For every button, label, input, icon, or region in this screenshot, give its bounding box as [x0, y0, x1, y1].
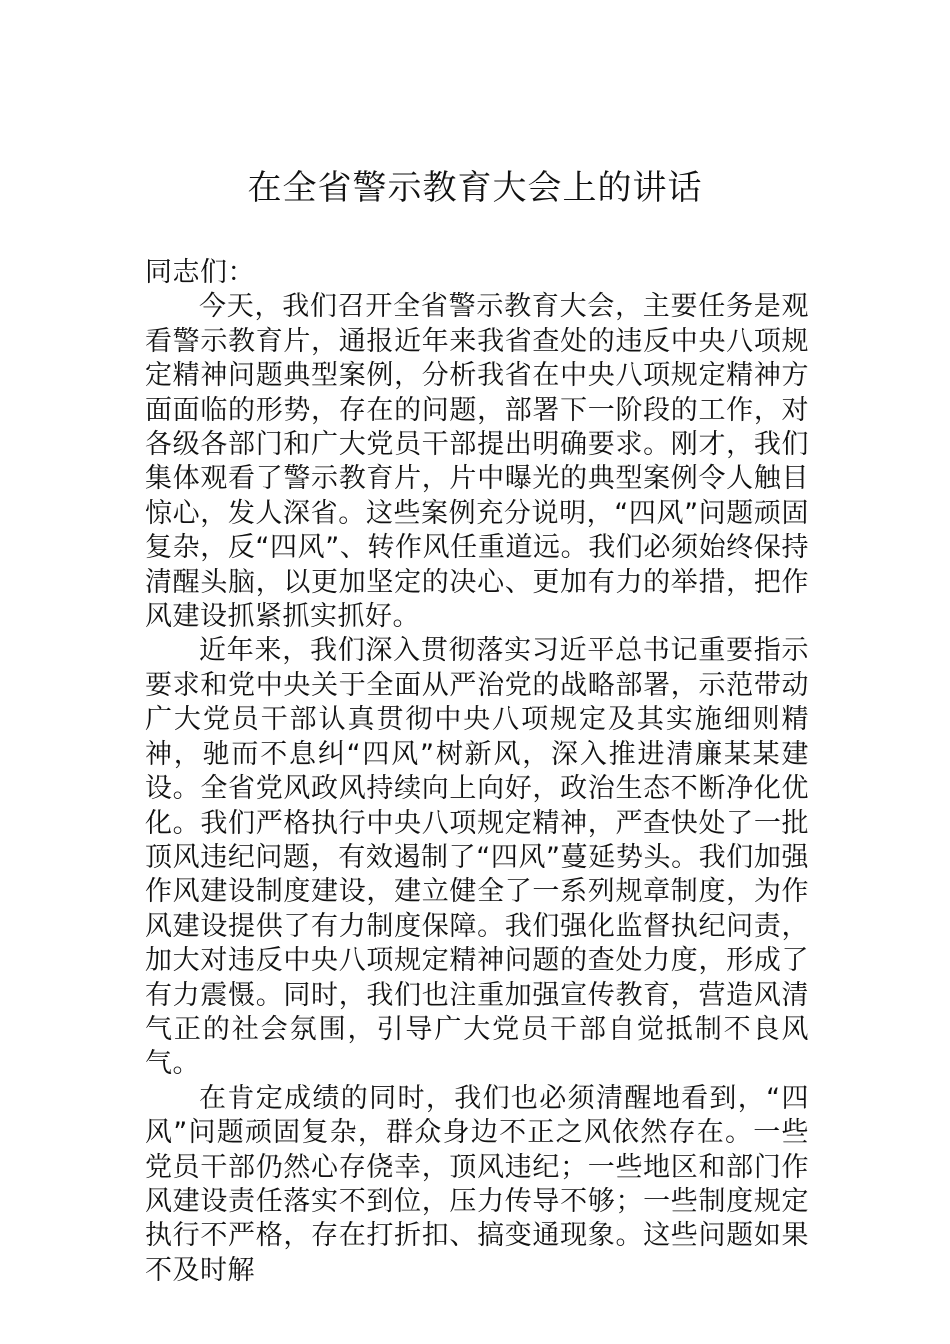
paragraph-2: 近年来，我们深入贯彻落实习近平总书记重要指示要求和党中央关于全面从严治党的战略部署，示范带动广大党员干部认真贯彻中央八项规定及其实施细则精神，驰而不息纠“四风”树新风，深入推进清廉某某建设。全省党风政风持续向上向好，政治生态不断净化优化。我们严格执行中央八项规定精神，严查快处了一批顶风违纪问题，有效遏制了“四风”蔓延势头。我们加强作风建设制度建设，建立健全了一系列规章制度，为作风建设提供了有力制度保障。我们强化监督执纪问责，加大对违反中央八项规定精神问题的查处力度，形成了有力震慑。同时，我们也注重加强宣传教育，营造风清气正的社会氛围，引导广大党员干部自觉抵制不良风气。 — [145, 635, 809, 1080]
document-body — [145, 256, 809, 1288]
salutation: 同志们： — [145, 257, 255, 288]
paragraph-3: 在肯定成绩的同时，我们也必须清醒地看到，“四风”问题顽固复杂，群众身边不正之风依然存在。一些党员干部仍然心存侥幸，顶风违纪；一些地区和部门作风建设责任落实不到位，压力传导不够；一些制度规定执行不严格，存在打折扣、搞变通现象。这些问题如果不及时解 — [145, 1082, 809, 1286]
document-title: 在全省警示教育大会上的讲话 — [247, 168, 703, 208]
paragraph-1: 今天，我们召开全省警示教育大会，主要任务是观看警示教育片，通报近年来我省查处的违反中央八项规定精神问题典型案例，分析我省在中央八项规定精神方面面临的形势，存在的问题，部署下一阶段的工作，对各级各部门和广大党员干部提出明确要求。刚才，我们集体观看了警示教育片，片中曝光的典型案例令人触目惊心，发人深省。这些案例充分说明，“四风”问题顽固复杂，反“四风”、转作风任重道远。我们必须始终保持清醒头脑，以更加坚定的决心、更加有力的举措，把作风建设抓紧抓实抓好。 — [145, 291, 809, 633]
